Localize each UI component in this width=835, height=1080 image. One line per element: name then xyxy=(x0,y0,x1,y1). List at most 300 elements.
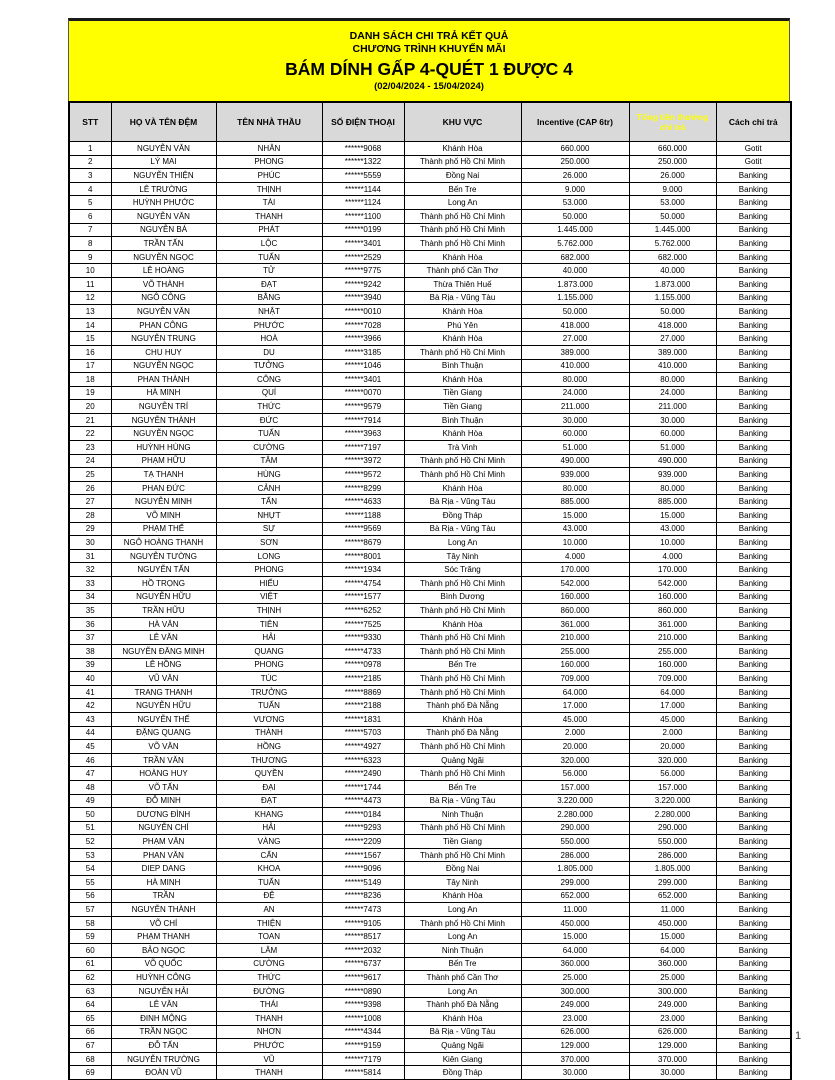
cell-khu_vuc: Tiền Giang xyxy=(404,400,521,414)
cell-ten_nha_thau: TIÊN xyxy=(216,617,322,631)
cell-cach_chi_tra: Banking xyxy=(716,1039,791,1053)
cell-stt: 14 xyxy=(69,318,111,332)
cell-incentive: 11.000 xyxy=(521,903,629,917)
cell-ten_nha_thau: TÂM xyxy=(216,454,322,468)
cell-cach_chi_tra: Banking xyxy=(716,753,791,767)
cell-tong_tien_thuong: 51.000 xyxy=(629,441,716,455)
cell-ten_nha_thau: LỘC xyxy=(216,237,322,251)
cell-incentive: 30.000 xyxy=(521,1066,629,1080)
cell-tong_tien_thuong: 2.280.000 xyxy=(629,808,716,822)
cell-cach_chi_tra: Banking xyxy=(716,441,791,455)
cell-ho_va_ten_dem: HÀ MINH xyxy=(111,876,216,890)
cell-khu_vuc: Thành phố Hồ Chí Minh xyxy=(404,740,521,754)
cell-stt: 6 xyxy=(69,209,111,223)
cell-ho_va_ten_dem: NGUYỄN BÁ xyxy=(111,223,216,237)
cell-stt: 47 xyxy=(69,767,111,781)
cell-khu_vuc: Khánh Hòa xyxy=(404,305,521,319)
cell-khu_vuc: Thành phố Đà Nẵng xyxy=(404,998,521,1012)
cell-ten_nha_thau: TƯỞNG xyxy=(216,359,322,373)
cell-cach_chi_tra: Banking xyxy=(716,264,791,278)
cell-ten_nha_thau: THỨC xyxy=(216,971,322,985)
cell-khu_vuc: Bà Rịa - Vũng Tàu xyxy=(404,794,521,808)
cell-stt: 24 xyxy=(69,454,111,468)
cell-incentive: 211.000 xyxy=(521,400,629,414)
cell-ho_va_ten_dem: BẢO NGỌC xyxy=(111,944,216,958)
cell-khu_vuc: Khánh Hòa xyxy=(404,373,521,387)
cell-ten_nha_thau: SƠN xyxy=(216,536,322,550)
cell-stt: 50 xyxy=(69,808,111,822)
cell-cach_chi_tra: Banking xyxy=(716,427,791,441)
cell-tong_tien_thuong: 299.000 xyxy=(629,876,716,890)
cell-cach_chi_tra: Banking xyxy=(716,658,791,672)
cell-khu_vuc: Khánh Hòa xyxy=(404,142,521,156)
cell-ho_va_ten_dem: NGUYỄN TẤN xyxy=(111,563,216,577)
table-row xyxy=(69,522,791,536)
cell-ten_nha_thau: HẢI xyxy=(216,631,322,645)
cell-cach_chi_tra: Banking xyxy=(716,413,791,427)
cell-ten_nha_thau: BẰNG xyxy=(216,291,322,305)
table-row xyxy=(69,373,791,387)
table-row xyxy=(69,767,791,781)
cell-tong_tien_thuong: 286.000 xyxy=(629,848,716,862)
cell-ho_va_ten_dem: NGUYỄN THIỆN xyxy=(111,169,216,183)
cell-incentive: 389.000 xyxy=(521,345,629,359)
cell-tong_tien_thuong: 15.000 xyxy=(629,930,716,944)
cell-cach_chi_tra: Banking xyxy=(716,237,791,251)
cell-incentive: 542.000 xyxy=(521,577,629,591)
cell-ten_nha_thau: THỨC xyxy=(216,400,322,414)
cell-ten_nha_thau: THÀNH xyxy=(216,726,322,740)
cell-tong_tien_thuong: 709.000 xyxy=(629,672,716,686)
table-row xyxy=(69,400,791,414)
cell-khu_vuc: Tây Ninh xyxy=(404,876,521,890)
cell-ten_nha_thau: TẤN xyxy=(216,495,322,509)
cell-ho_va_ten_dem: PHẠM THANH xyxy=(111,930,216,944)
cell-tong_tien_thuong: 50.000 xyxy=(629,305,716,319)
cell-tong_tien_thuong: 290.000 xyxy=(629,821,716,835)
cell-cach_chi_tra: Banking xyxy=(716,549,791,563)
cell-khu_vuc: Đồng Nai xyxy=(404,862,521,876)
title-block xyxy=(68,18,790,101)
table-row xyxy=(69,971,791,985)
cell-khu_vuc: Phú Yên xyxy=(404,318,521,332)
cell-stt: 32 xyxy=(69,563,111,577)
cell-so_dien_thoai: ******1188 xyxy=(322,509,404,523)
cell-cach_chi_tra: Banking xyxy=(716,196,791,210)
cell-stt: 22 xyxy=(69,427,111,441)
cell-tong_tien_thuong: 64.000 xyxy=(629,685,716,699)
cell-incentive: 160.000 xyxy=(521,658,629,672)
cell-ten_nha_thau: VƯƠNG xyxy=(216,712,322,726)
cell-ho_va_ten_dem: PHẠM THẾ xyxy=(111,522,216,536)
cell-stt: 37 xyxy=(69,631,111,645)
table-row xyxy=(69,209,791,223)
table-row xyxy=(69,536,791,550)
cell-so_dien_thoai: ******4344 xyxy=(322,1025,404,1039)
cell-cach_chi_tra: Banking xyxy=(716,345,791,359)
table-row xyxy=(69,413,791,427)
cell-incentive: 249.000 xyxy=(521,998,629,1012)
cell-tong_tien_thuong: 10.000 xyxy=(629,536,716,550)
cell-ho_va_ten_dem: NGUYỄN NGỌC xyxy=(111,359,216,373)
cell-stt: 58 xyxy=(69,916,111,930)
cell-cach_chi_tra: Banking xyxy=(716,577,791,591)
cell-cach_chi_tra: Banking xyxy=(716,1066,791,1080)
cell-ten_nha_thau: THANH xyxy=(216,1012,322,1026)
table-row xyxy=(69,359,791,373)
cell-ho_va_ten_dem: NGUYỄN NGỌC xyxy=(111,427,216,441)
table-row xyxy=(69,821,791,835)
cell-incentive: 2.000 xyxy=(521,726,629,740)
cell-tong_tien_thuong: 64.000 xyxy=(629,944,716,958)
cell-ten_nha_thau: VÀNG xyxy=(216,835,322,849)
cell-so_dien_thoai: ******4473 xyxy=(322,794,404,808)
cell-incentive: 286.000 xyxy=(521,848,629,862)
cell-cach_chi_tra: Banking xyxy=(716,835,791,849)
cell-khu_vuc: Thành phố Hồ Chí Minh xyxy=(404,604,521,618)
cell-so_dien_thoai: ******4927 xyxy=(322,740,404,754)
cell-ten_nha_thau: TUẤN xyxy=(216,427,322,441)
cell-so_dien_thoai: ******3401 xyxy=(322,237,404,251)
cell-tong_tien_thuong: 410.000 xyxy=(629,359,716,373)
cell-tong_tien_thuong: 17.000 xyxy=(629,699,716,713)
table-row xyxy=(69,876,791,890)
cell-cach_chi_tra: Banking xyxy=(716,780,791,794)
cell-khu_vuc: Bà Rịa - Vũng Tàu xyxy=(404,495,521,509)
cell-incentive: 25.000 xyxy=(521,971,629,985)
col-header-tong-tien-thuong: Tổng tiền thưởng chi trả xyxy=(629,102,716,142)
table-row xyxy=(69,672,791,686)
cell-tong_tien_thuong: 211.000 xyxy=(629,400,716,414)
cell-ho_va_ten_dem: VÕ MINH xyxy=(111,509,216,523)
cell-incentive: 255.000 xyxy=(521,644,629,658)
cell-ho_va_ten_dem: LÝ MAI xyxy=(111,155,216,169)
cell-ho_va_ten_dem: TRẦN NGỌC xyxy=(111,1025,216,1039)
cell-khu_vuc: Bình Dương xyxy=(404,590,521,604)
cell-so_dien_thoai: ******8001 xyxy=(322,549,404,563)
table-row xyxy=(69,481,791,495)
cell-incentive: 43.000 xyxy=(521,522,629,536)
cell-khu_vuc: Khánh Hòa xyxy=(404,481,521,495)
table-row xyxy=(69,699,791,713)
table-row xyxy=(69,753,791,767)
cell-cach_chi_tra: Banking xyxy=(716,957,791,971)
cell-ho_va_ten_dem: VÕ CHÍ xyxy=(111,916,216,930)
cell-stt: 21 xyxy=(69,413,111,427)
cell-stt: 41 xyxy=(69,685,111,699)
cell-ten_nha_thau: NHÂN xyxy=(216,142,322,156)
table-row xyxy=(69,332,791,346)
cell-khu_vuc: Long An xyxy=(404,984,521,998)
cell-ten_nha_thau: HIẾU xyxy=(216,577,322,591)
cell-ho_va_ten_dem: LÊ VĂN xyxy=(111,998,216,1012)
cell-cach_chi_tra: Gotit xyxy=(716,142,791,156)
table-row xyxy=(69,345,791,359)
cell-ho_va_ten_dem: HÀ MINH xyxy=(111,386,216,400)
cell-ten_nha_thau: CẨN xyxy=(216,848,322,862)
cell-ho_va_ten_dem: HOÀNG HUY xyxy=(111,767,216,781)
cell-ten_nha_thau: NHẬT xyxy=(216,305,322,319)
payout-sheet xyxy=(68,18,790,1080)
col-header-stt: STT xyxy=(69,102,111,142)
cell-khu_vuc: Khánh Hòa xyxy=(404,427,521,441)
cell-cach_chi_tra: Banking xyxy=(716,250,791,264)
cell-ten_nha_thau: AN xyxy=(216,903,322,917)
cell-cach_chi_tra: Banking xyxy=(716,590,791,604)
col-header-khu-vuc: KHU VỰC xyxy=(404,102,521,142)
table-row xyxy=(69,658,791,672)
cell-incentive: 939.000 xyxy=(521,468,629,482)
cell-tong_tien_thuong: 80.000 xyxy=(629,373,716,387)
cell-ho_va_ten_dem: HUỲNH CÔNG xyxy=(111,971,216,985)
cell-khu_vuc: Khánh Hòa xyxy=(404,889,521,903)
cell-ho_va_ten_dem: NGUYỄN HỮU xyxy=(111,699,216,713)
cell-khu_vuc: Thành phố Đà Nẵng xyxy=(404,726,521,740)
cell-ho_va_ten_dem: NGUYỄN VĂN xyxy=(111,209,216,223)
cell-tong_tien_thuong: 60.000 xyxy=(629,427,716,441)
cell-cach_chi_tra: Banking xyxy=(716,386,791,400)
table-row xyxy=(69,1012,791,1026)
cell-khu_vuc: Khánh Hòa xyxy=(404,250,521,264)
cell-stt: 1 xyxy=(69,142,111,156)
cell-so_dien_thoai: ******8517 xyxy=(322,930,404,944)
cell-ho_va_ten_dem: NGUYỄN TRƯỜNG xyxy=(111,1052,216,1066)
cell-ten_nha_thau: TUẤN xyxy=(216,876,322,890)
cell-stt: 61 xyxy=(69,957,111,971)
table-row xyxy=(69,563,791,577)
cell-tong_tien_thuong: 550.000 xyxy=(629,835,716,849)
cell-tong_tien_thuong: 5.762.000 xyxy=(629,237,716,251)
table-row xyxy=(69,712,791,726)
cell-so_dien_thoai: ******6737 xyxy=(322,957,404,971)
table-row xyxy=(69,1025,791,1039)
cell-stt: 17 xyxy=(69,359,111,373)
cell-incentive: 4.000 xyxy=(521,549,629,563)
cell-incentive: 682.000 xyxy=(521,250,629,264)
cell-so_dien_thoai: ******9105 xyxy=(322,916,404,930)
table-row xyxy=(69,427,791,441)
cell-ho_va_ten_dem: VÕ VĂN xyxy=(111,740,216,754)
cell-khu_vuc: Đồng Tháp xyxy=(404,1066,521,1080)
cell-stt: 54 xyxy=(69,862,111,876)
cell-tong_tien_thuong: 361.000 xyxy=(629,617,716,631)
cell-incentive: 860.000 xyxy=(521,604,629,618)
cell-cach_chi_tra: Banking xyxy=(716,712,791,726)
cell-khu_vuc: Thành phố Hồ Chí Minh xyxy=(404,454,521,468)
cell-khu_vuc: Bến Tre xyxy=(404,658,521,672)
cell-cach_chi_tra: Banking xyxy=(716,604,791,618)
cell-tong_tien_thuong: 542.000 xyxy=(629,577,716,591)
cell-so_dien_thoai: ******9775 xyxy=(322,264,404,278)
cell-ho_va_ten_dem: VÕ TẤN xyxy=(111,780,216,794)
cell-cach_chi_tra: Banking xyxy=(716,223,791,237)
cell-cach_chi_tra: Banking xyxy=(716,522,791,536)
cell-stt: 27 xyxy=(69,495,111,509)
cell-cach_chi_tra: Banking xyxy=(716,726,791,740)
cell-tong_tien_thuong: 370.000 xyxy=(629,1052,716,1066)
cell-incentive: 3.220.000 xyxy=(521,794,629,808)
table-row xyxy=(69,726,791,740)
cell-ten_nha_thau: TÀI xyxy=(216,196,322,210)
cell-ho_va_ten_dem: NGUYỄN VĂN xyxy=(111,142,216,156)
cell-cach_chi_tra: Banking xyxy=(716,699,791,713)
cell-khu_vuc: Bà Rịa - Vũng Tàu xyxy=(404,1025,521,1039)
cell-stt: 18 xyxy=(69,373,111,387)
cell-so_dien_thoai: ******1831 xyxy=(322,712,404,726)
cell-incentive: 170.000 xyxy=(521,563,629,577)
cell-so_dien_thoai: ******0890 xyxy=(322,984,404,998)
cell-ten_nha_thau: TOAN xyxy=(216,930,322,944)
cell-cach_chi_tra: Banking xyxy=(716,169,791,183)
title-line-1: DANH SÁCH CHI TRẢ KẾT QUẢ xyxy=(349,30,509,42)
cell-stt: 36 xyxy=(69,617,111,631)
cell-tong_tien_thuong: 43.000 xyxy=(629,522,716,536)
cell-cach_chi_tra: Banking xyxy=(716,644,791,658)
cell-incentive: 26.000 xyxy=(521,169,629,183)
cell-stt: 9 xyxy=(69,250,111,264)
cell-so_dien_thoai: ******3966 xyxy=(322,332,404,346)
cell-ten_nha_thau: QUANG xyxy=(216,644,322,658)
table-row xyxy=(69,808,791,822)
cell-cach_chi_tra: Banking xyxy=(716,481,791,495)
table-row xyxy=(69,957,791,971)
table-row xyxy=(69,305,791,319)
cell-cach_chi_tra: Banking xyxy=(716,903,791,917)
table-row xyxy=(69,780,791,794)
cell-cach_chi_tra: Banking xyxy=(716,971,791,985)
cell-stt: 15 xyxy=(69,332,111,346)
table-row xyxy=(69,549,791,563)
cell-ho_va_ten_dem: TRẦN HỮU xyxy=(111,604,216,618)
cell-incentive: 40.000 xyxy=(521,264,629,278)
cell-so_dien_thoai: ******2529 xyxy=(322,250,404,264)
cell-khu_vuc: Bình Thuận xyxy=(404,359,521,373)
cell-so_dien_thoai: ******1577 xyxy=(322,590,404,604)
cell-tong_tien_thuong: 30.000 xyxy=(629,1066,716,1080)
cell-so_dien_thoai: ******1124 xyxy=(322,196,404,210)
cell-stt: 10 xyxy=(69,264,111,278)
cell-stt: 67 xyxy=(69,1039,111,1053)
cell-stt: 16 xyxy=(69,345,111,359)
cell-incentive: 50.000 xyxy=(521,305,629,319)
cell-tong_tien_thuong: 250.000 xyxy=(629,155,716,169)
cell-stt: 40 xyxy=(69,672,111,686)
cell-tong_tien_thuong: 170.000 xyxy=(629,563,716,577)
cell-stt: 66 xyxy=(69,1025,111,1039)
cell-incentive: 299.000 xyxy=(521,876,629,890)
cell-tong_tien_thuong: 129.000 xyxy=(629,1039,716,1053)
cell-incentive: 50.000 xyxy=(521,209,629,223)
cell-tong_tien_thuong: 1.445.000 xyxy=(629,223,716,237)
cell-khu_vuc: Bà Rịa - Vũng Tàu xyxy=(404,522,521,536)
cell-khu_vuc: Thành phố Hồ Chí Minh xyxy=(404,848,521,862)
cell-incentive: 1.873.000 xyxy=(521,277,629,291)
cell-so_dien_thoai: ******6252 xyxy=(322,604,404,618)
cell-stt: 33 xyxy=(69,577,111,591)
cell-incentive: 160.000 xyxy=(521,590,629,604)
cell-cach_chi_tra: Banking xyxy=(716,794,791,808)
cell-ho_va_ten_dem: TRẦN TẤN xyxy=(111,237,216,251)
cell-incentive: 370.000 xyxy=(521,1052,629,1066)
cell-stt: 56 xyxy=(69,889,111,903)
cell-ten_nha_thau: ĐƯỜNG xyxy=(216,984,322,998)
cell-ho_va_ten_dem: NGUYỄN THÀNH xyxy=(111,903,216,917)
cell-stt: 45 xyxy=(69,740,111,754)
cell-stt: 31 xyxy=(69,549,111,563)
cell-ten_nha_thau: QUÍ xyxy=(216,386,322,400)
cell-stt: 4 xyxy=(69,182,111,196)
cell-stt: 39 xyxy=(69,658,111,672)
cell-khu_vuc: Kiên Giang xyxy=(404,1052,521,1066)
payout-table xyxy=(68,101,792,1080)
cell-incentive: 20.000 xyxy=(521,740,629,754)
cell-stt: 12 xyxy=(69,291,111,305)
cell-ten_nha_thau: ĐẠI xyxy=(216,780,322,794)
col-header-incentive: Incentive (CAP 6tr) xyxy=(521,102,629,142)
cell-incentive: 53.000 xyxy=(521,196,629,210)
cell-cach_chi_tra: Banking xyxy=(716,1012,791,1026)
cell-ho_va_ten_dem: PHAN ĐỨC xyxy=(111,481,216,495)
table-row xyxy=(69,1052,791,1066)
table-row xyxy=(69,848,791,862)
cell-so_dien_thoai: ******0978 xyxy=(322,658,404,672)
cell-ten_nha_thau: PHƯỚC xyxy=(216,1039,322,1053)
cell-cach_chi_tra: Banking xyxy=(716,454,791,468)
cell-so_dien_thoai: ******4754 xyxy=(322,577,404,591)
cell-so_dien_thoai: ******2490 xyxy=(322,767,404,781)
cell-cach_chi_tra: Banking xyxy=(716,400,791,414)
cell-khu_vuc: Bà Rịa - Vũng Tàu xyxy=(404,291,521,305)
cell-ho_va_ten_dem: TẠ THANH xyxy=(111,468,216,482)
cell-ho_va_ten_dem: TRẦN VĂN xyxy=(111,753,216,767)
cell-ten_nha_thau: KHOA xyxy=(216,862,322,876)
cell-khu_vuc: Thành phố Cần Thơ xyxy=(404,971,521,985)
cell-stt: 69 xyxy=(69,1066,111,1080)
cell-incentive: 5.762.000 xyxy=(521,237,629,251)
table-row xyxy=(69,604,791,618)
cell-tong_tien_thuong: 25.000 xyxy=(629,971,716,985)
cell-stt: 60 xyxy=(69,944,111,958)
table-row xyxy=(69,318,791,332)
cell-cach_chi_tra: Banking xyxy=(716,536,791,550)
cell-stt: 8 xyxy=(69,237,111,251)
table-row xyxy=(69,277,791,291)
cell-incentive: 290.000 xyxy=(521,821,629,835)
table-body xyxy=(69,142,791,1080)
cell-ten_nha_thau: THANH xyxy=(216,1066,322,1080)
cell-cach_chi_tra: Banking xyxy=(716,889,791,903)
cell-ho_va_ten_dem: NGUYỄN HẢI xyxy=(111,984,216,998)
cell-so_dien_thoai: ******2209 xyxy=(322,835,404,849)
cell-khu_vuc: Long An xyxy=(404,903,521,917)
cell-cach_chi_tra: Banking xyxy=(716,182,791,196)
cell-so_dien_thoai: ******1144 xyxy=(322,182,404,196)
cell-ho_va_ten_dem: NGUYỄN TƯỜNG xyxy=(111,549,216,563)
cell-tong_tien_thuong: 40.000 xyxy=(629,264,716,278)
table-row xyxy=(69,155,791,169)
cell-khu_vuc: Thành phố Hồ Chí Minh xyxy=(404,631,521,645)
cell-so_dien_thoai: ******9096 xyxy=(322,862,404,876)
cell-incentive: 1.805.000 xyxy=(521,862,629,876)
table-row xyxy=(69,223,791,237)
cell-stt: 34 xyxy=(69,590,111,604)
cell-ten_nha_thau: THÁI xyxy=(216,998,322,1012)
cell-tong_tien_thuong: 300.000 xyxy=(629,984,716,998)
cell-cach_chi_tra: Banking xyxy=(716,495,791,509)
cell-cach_chi_tra: Banking xyxy=(716,359,791,373)
cell-stt: 68 xyxy=(69,1052,111,1066)
cell-incentive: 410.000 xyxy=(521,359,629,373)
